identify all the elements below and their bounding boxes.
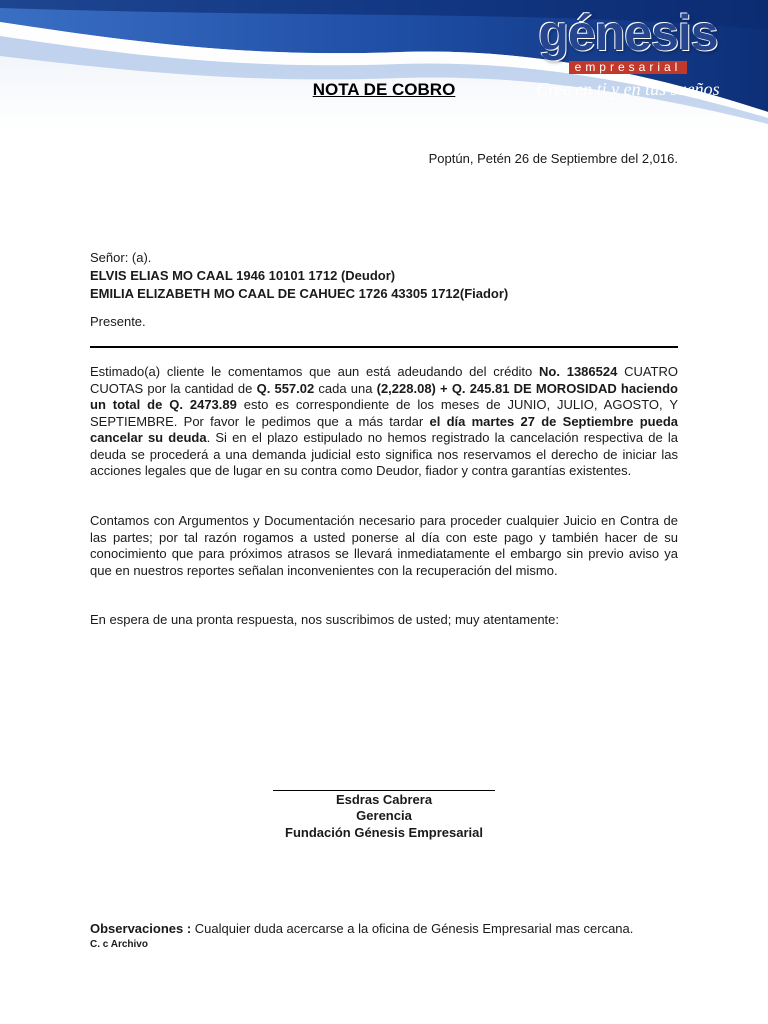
- signer-name: Esdras Cabrera: [335, 792, 433, 807]
- observations-label: Observaciones :: [90, 921, 192, 936]
- p1-deadline: el día martes 27 de Septiembre pueda cancelar su deuda: [90, 413, 678, 445]
- p1-text-5: . Si en el plazo estipulado no hemos registrado la cancelación respectiva de la deuda se procederá a una demanda judicial esto significa nos reservamos el derecho de iniciar las acciones legales que de lugar en su contra como Deudor, fiador y contra garantías existentes.: [90, 430, 678, 478]
- guarantor-name: EMILIA ELIZABETH MO CAAL DE CAHUEC 1726 43305 1712(Fiador): [90, 286, 509, 301]
- observations: [90, 921, 633, 936]
- signature-line: [273, 790, 495, 791]
- logo-subtitle: empresarial: [569, 61, 688, 74]
- p1-installment-amount: Q. 557.02: [256, 380, 315, 396]
- p1-credit-number: No. 1386524: [539, 364, 618, 379]
- document-title: NOTA DE COBRO: [312, 80, 456, 99]
- p1-text-2: CUATRO CUOTAS por la cantidad de: [90, 364, 678, 396]
- p1-text-4: esto es correspondiente de los meses de JUNIO, JULIO, AGOSTO, Y SEPTIEMBRE. Por favor le pedimos que a más tardar: [90, 397, 679, 429]
- paragraph-closing: En espera de una pronta respuesta, nos suscribimos de usted; muy atentamente:: [90, 612, 559, 627]
- recipients-block: [90, 249, 508, 303]
- debtor-name: ELVIS ELIAS MO CAAL 1946 10101 1712 (Deudor): [90, 268, 396, 283]
- document-date: Poptún, Petén 26 de Septiembre del 2,016.: [428, 151, 678, 166]
- presente-label: Presente.: [90, 314, 146, 329]
- carbon-copy-note: C. c Archivo: [90, 939, 148, 950]
- p1-text-1: Estimado(a) cliente le comentamos que aun está adeudando del crédito: [90, 364, 540, 379]
- letterhead-banner: [0, 0, 768, 130]
- observations-text: Cualquier duda acercarse a la oficina de Génesis Empresarial mas cercana.: [191, 921, 634, 936]
- paragraph-debt-notice: [90, 364, 678, 480]
- logo-wordmark: génesis: [538, 5, 718, 61]
- signer-organization: Fundación Génesis Empresarial: [285, 825, 483, 840]
- salutation: Señor: (a).: [90, 250, 152, 265]
- p1-text-3: cada una: [314, 380, 377, 396]
- paragraph-legal-warning: Contamos con Argumentos y Documentación necesario para proceder cualquier Juicio en Contra de las partes; por tal razón rogamos a usted ponerse al día con este pago y también hacer de su conocimiento que para próximos atrasos se llevará inmediatamente el embargo sin previo aviso ya que en nuestros reportes señalan inconvenientes con la recuperación del mismo.: [90, 513, 678, 578]
- section-divider: [90, 346, 678, 348]
- logo-tagline: Cree en ti y en tus sueños: [536, 79, 720, 99]
- signer-position: Gerencia: [356, 808, 412, 823]
- p1-total-amount: (2,228.08) + Q. 245.81 DE MOROSIDAD haciendo un total de Q. 2473.89: [90, 380, 678, 412]
